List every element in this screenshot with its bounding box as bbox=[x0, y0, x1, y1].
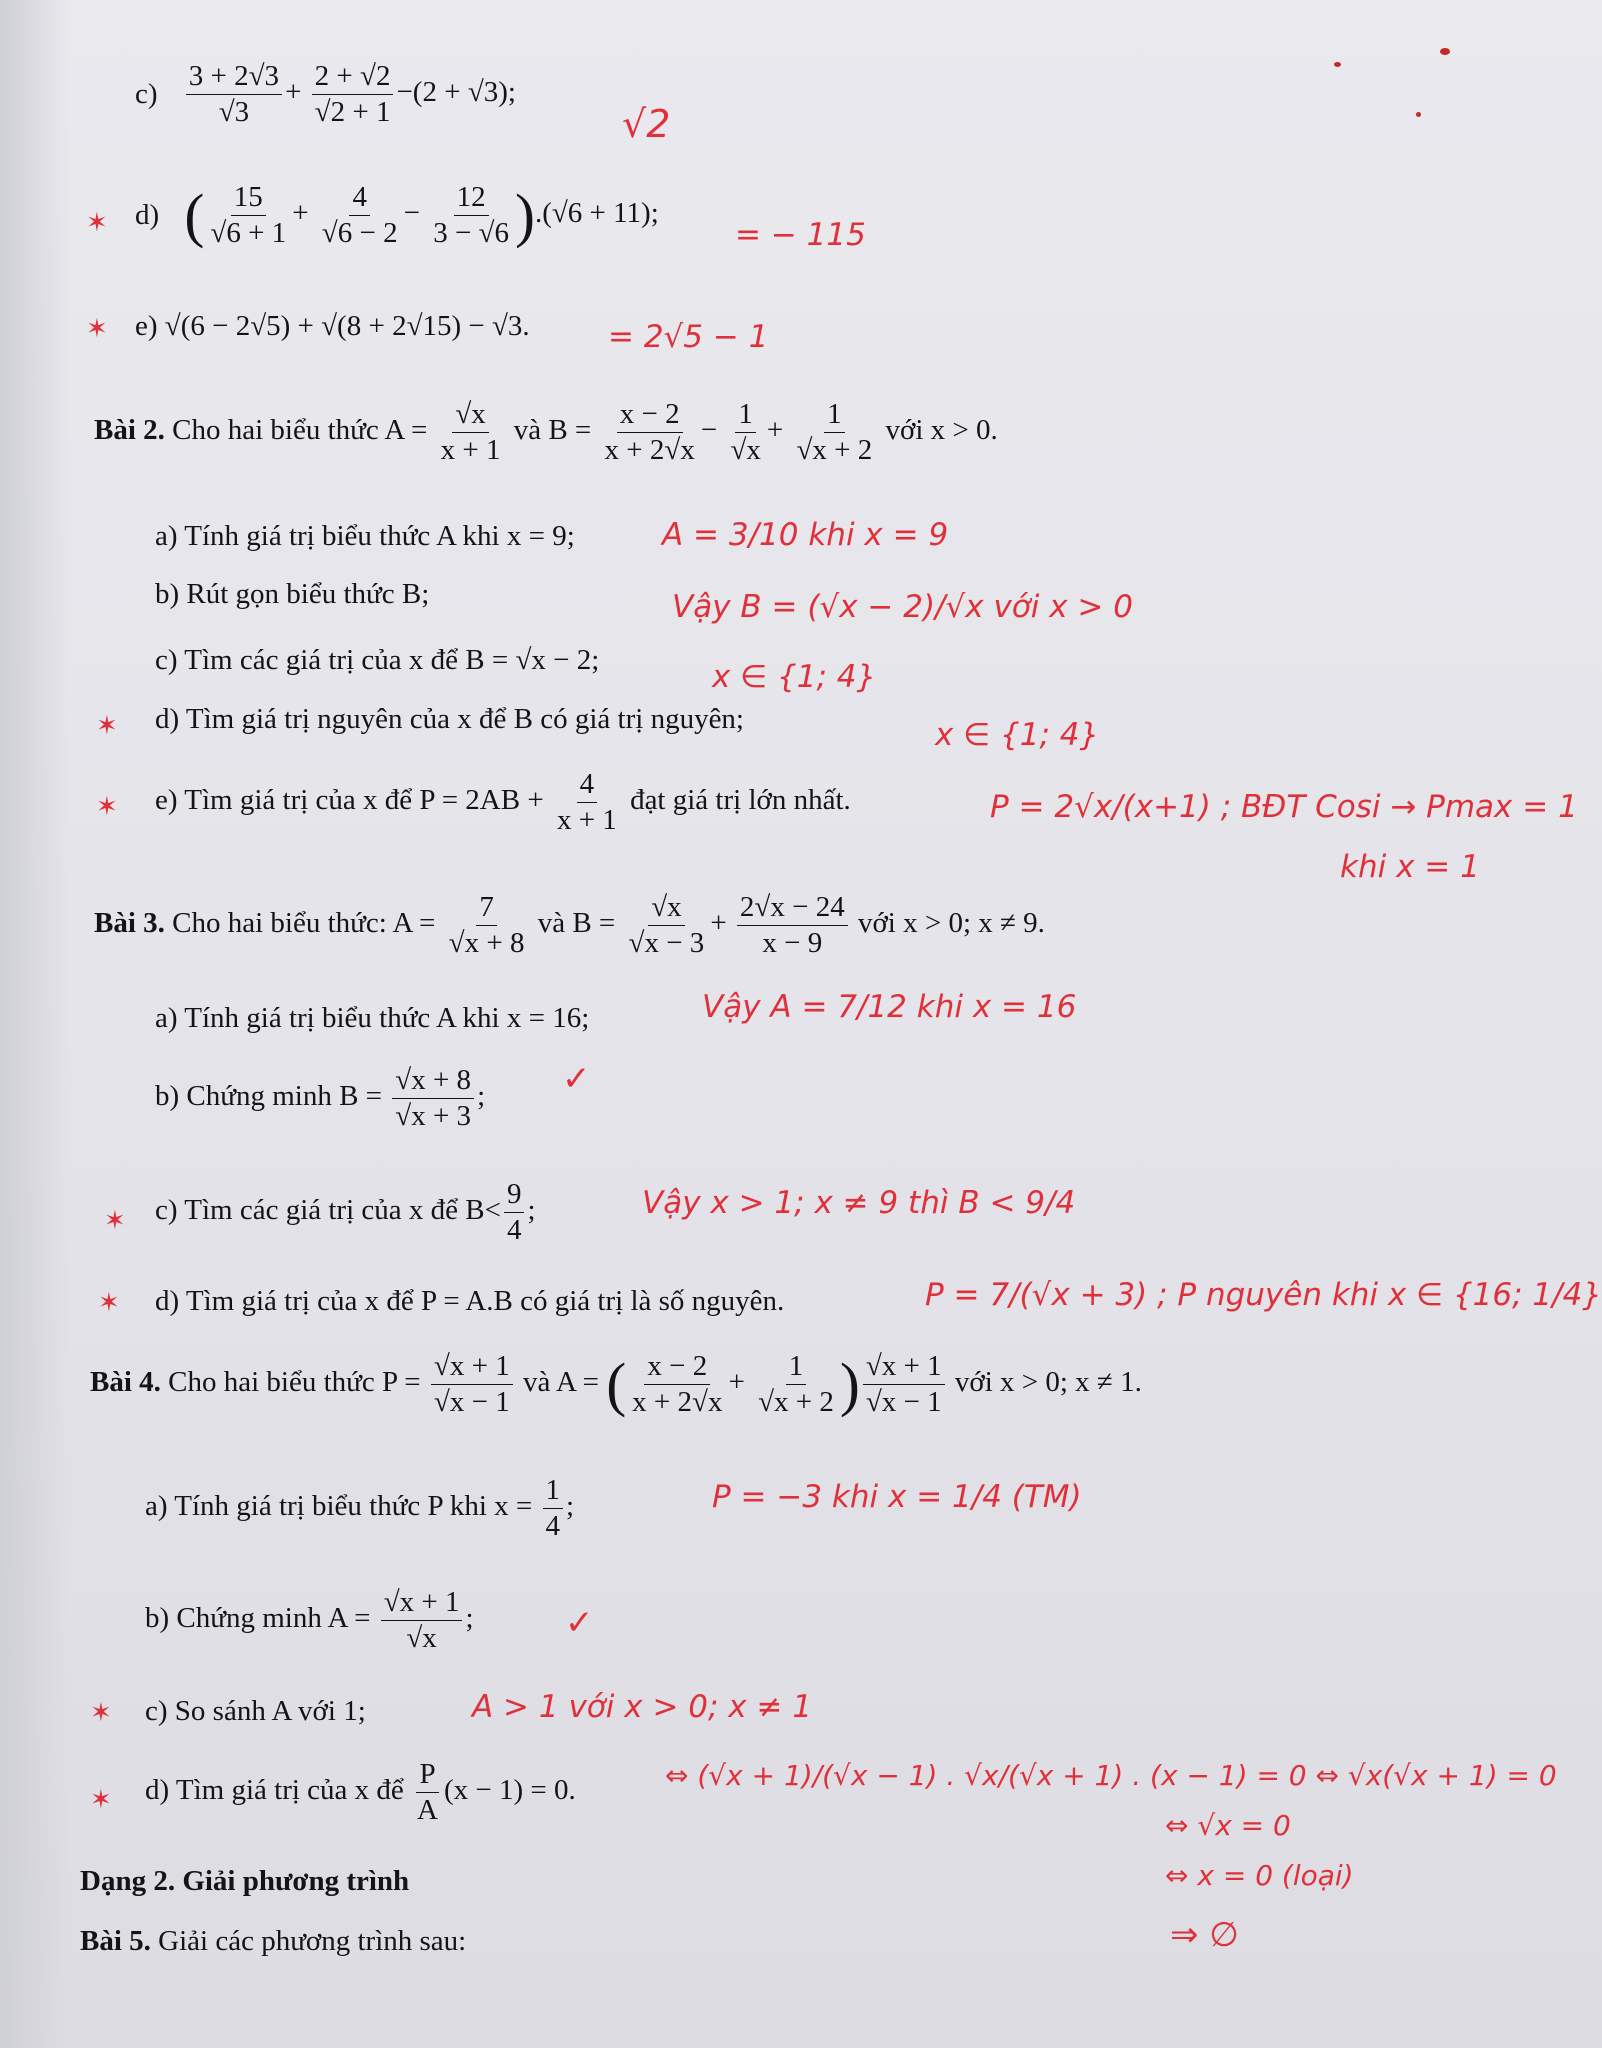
star-mark: ✶ bbox=[96, 792, 118, 822]
bai4-intro: Bài 4. Cho hai biểu thức P = $\frac{√x + 1}{√x - 1}$ và A = ( $\frac{x - 2}{x + 2√x}$ + $\frac{1}{√x + 2}$ ) $\frac{√x + 1}{√x - 1}$ với x > 0; x ≠ 1. bbox=[90, 1350, 1142, 1418]
paper-edge-shadow bbox=[0, 0, 70, 2048]
ink-speck bbox=[1416, 112, 1421, 117]
check-mark: ✓ bbox=[565, 1603, 594, 1643]
bai2-b: b) Rút gọn biểu thức B; bbox=[155, 578, 430, 610]
bai4-a: a) Tính giá trị biểu thức P khi x = $\frac{1}{4}$ ; bbox=[145, 1474, 575, 1542]
bai2-d: d) Tìm giá trị nguyên của x để B có giá trị nguyên; bbox=[155, 703, 744, 735]
handwritten-bai2-a: A = 3/10 khi x = 9 bbox=[662, 517, 949, 553]
bai4-c: c) So sánh A với 1; bbox=[145, 1695, 366, 1727]
bai5-title: Bài 5. bbox=[80, 1925, 151, 1957]
bai3-c: c) Tìm các giá trị của x để B< $\frac{9}{4}$ ; bbox=[155, 1178, 536, 1246]
bai4-title: Bài 4. bbox=[90, 1366, 161, 1399]
star-mark: ✶ bbox=[98, 1288, 120, 1318]
exercise-1c: c) $\frac{3 + 2√3}{√3}$ + $\frac{2 + √2}{√2 + 1}$ −(2 + √3); bbox=[135, 60, 516, 128]
bai2-a: a) Tính giá trị biểu thức A khi x = 9; bbox=[155, 520, 575, 552]
star-mark: ✶ bbox=[86, 208, 108, 238]
star-mark: ✶ bbox=[86, 314, 108, 344]
bai3-intro: Bài 3. Cho hai biểu thức: A = $\frac{7}{√x + 8}$ và B = $\frac{√x}{√x - 3}$ + $\frac{2√x - 24}{x - 9}$ với x > 0; x ≠ 9. bbox=[94, 891, 1045, 959]
bai3-d: d) Tìm giá trị của x để P = A.B có giá trị là số nguyên. bbox=[155, 1285, 785, 1317]
handwritten-answer-1c: √2 bbox=[622, 102, 671, 146]
bai2-title: Bài 2. bbox=[94, 414, 165, 447]
handwritten-bai2-e2: khi x = 1 bbox=[1340, 849, 1480, 885]
ink-speck bbox=[1440, 48, 1450, 55]
check-mark: ✓ bbox=[562, 1059, 591, 1099]
handwritten-bai4-d3: ⇔ x = 0 (loại) bbox=[1165, 1859, 1354, 1892]
bai3-title: Bài 3. bbox=[94, 907, 165, 940]
handwritten-bai4-d4: ⇒ ∅ bbox=[1170, 1915, 1239, 1955]
handwritten-answer-1d: = − 115 bbox=[735, 217, 866, 253]
handwritten-bai2-e1: P = 2√x/(x+1) ; BĐT Cosi → Pmax = 1 bbox=[990, 789, 1578, 825]
bai4-b: b) Chứng minh A = $\frac{√x + 1}{√x}$ ; bbox=[145, 1586, 474, 1654]
bai3-b: b) Chứng minh B = $\frac{√x + 8}{√x + 3}$ ; bbox=[155, 1064, 486, 1132]
bai2-intro: Bài 2. Cho hai biểu thức A = $\frac{√x}{x + 1}$ và B = $\frac{x - 2}{x + 2√x}$ − $\frac{1}{√x}$ + $\frac{1}{√x + 2}$ với x > 0. bbox=[94, 398, 998, 466]
handwritten-bai4-a: P = −3 khi x = 1/4 (TM) bbox=[712, 1479, 1082, 1515]
exercise-1d: d) ( $\frac{15}{√6 + 1}$ + $\frac{4}{√6 - 2}$ − $\frac{12}{3 - √6}$ ).(√6 + 11); bbox=[135, 181, 659, 249]
handwritten-bai2-b: Vậy B = (√x − 2)/√x với x > 0 bbox=[672, 589, 1133, 625]
star-mark: ✶ bbox=[90, 1785, 112, 1815]
handwritten-bai4-c: A > 1 với x > 0; x ≠ 1 bbox=[472, 1689, 813, 1725]
handwritten-bai3-c: Vậy x > 1; x ≠ 9 thì B < 9/4 bbox=[642, 1185, 1076, 1221]
handwritten-bai2-c: x ∈ {1; 4} bbox=[712, 659, 877, 695]
handwritten-bai2-d: x ∈ {1; 4} bbox=[935, 717, 1100, 753]
star-mark: ✶ bbox=[96, 711, 118, 741]
ink-speck bbox=[1334, 62, 1341, 67]
handwritten-bai4-d1: ⇔ (√x + 1)/(√x − 1) . √x/(√x + 1) . (x − 1) = 0 ⇔ √x(√x + 1) = 0 bbox=[665, 1759, 1557, 1792]
dang2-heading: Dạng 2. Giải phương trình bbox=[80, 1865, 410, 1897]
handwritten-bai3-d: P = 7/(√x + 3) ; P nguyên khi x ∈ {16; 1/4} bbox=[925, 1277, 1602, 1313]
exercise-1e: e) √(6 − 2√5) + √(8 + 2√15) − √3. bbox=[135, 310, 530, 342]
handwritten-answer-1e: = 2√5 − 1 bbox=[608, 319, 769, 355]
bai2-e: e) Tìm giá trị của x để P = 2AB + $\frac{4}{x + 1}$ đạt giá trị lớn nhất. bbox=[155, 768, 851, 836]
handwritten-bai3-a: Vậy A = 7/12 khi x = 16 bbox=[702, 989, 1077, 1025]
bai5-text: Giải các phương trình sau: bbox=[158, 1925, 467, 1957]
star-mark: ✶ bbox=[104, 1206, 126, 1236]
star-mark: ✶ bbox=[90, 1698, 112, 1728]
bai3-a: a) Tính giá trị biểu thức A khi x = 16; bbox=[155, 1002, 590, 1034]
bai4-d: d) Tìm giá trị của x để $\frac{P}{A}$ (x − 1) = 0. bbox=[145, 1758, 576, 1826]
bai2-c: c) Tìm các giá trị của x để B = √x − 2; bbox=[155, 644, 600, 676]
handwritten-bai4-d2: ⇔ √x = 0 bbox=[1165, 1809, 1291, 1842]
bai5 bbox=[80, 1927, 466, 1956]
